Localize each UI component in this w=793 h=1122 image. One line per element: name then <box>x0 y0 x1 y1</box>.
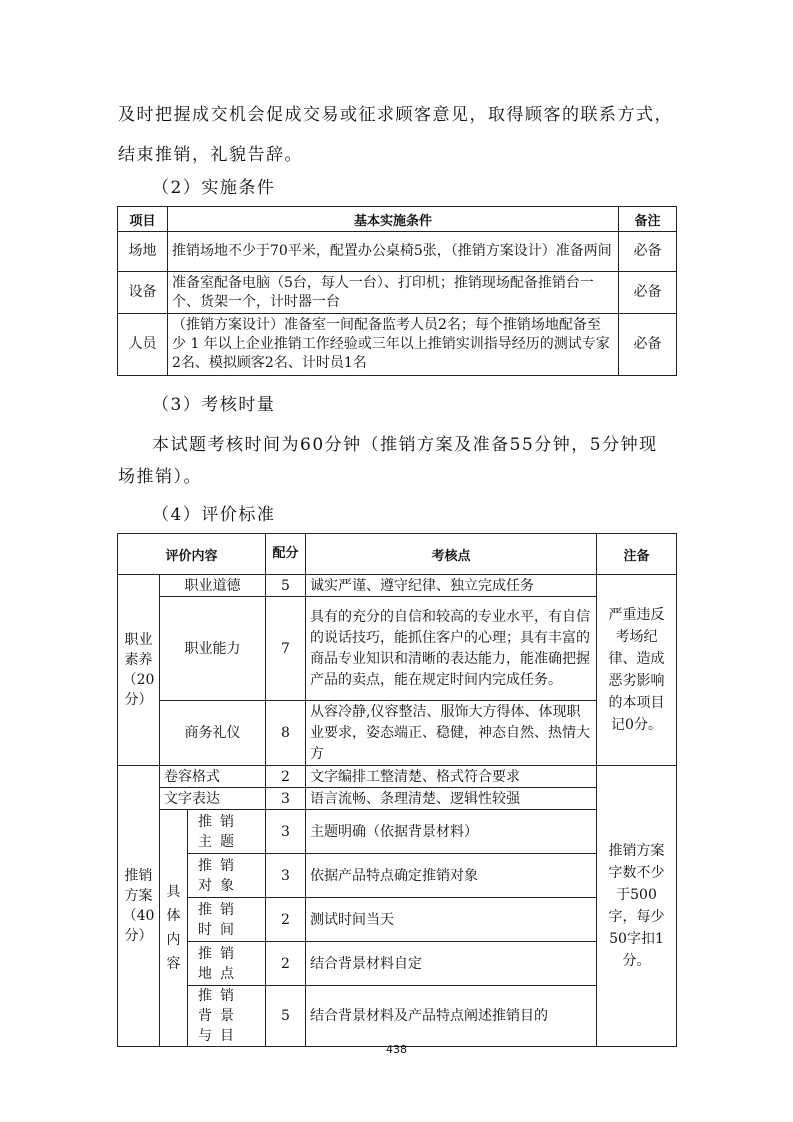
intro-line-2: 结束推销，礼貌告辞。 <box>118 145 303 165</box>
item-personnel: 人员 <box>118 314 168 376</box>
row-points: 结合背景材料及产品特点阐述推销目的 <box>306 986 597 1047</box>
row-points: 语言流畅、条理清楚、逻辑性较强 <box>306 788 597 810</box>
row-score: 3 <box>266 788 306 810</box>
cond-personnel: （推销方案设计）准备室一间配备监考人员2名；每个推销场地配备至少 1 年以上企业推销工作经验或三年以上推销实训指导经历的测试专家2名、模拟顾客2名、计时员1名 <box>168 314 619 376</box>
row-score: 2 <box>266 766 306 788</box>
header-points: 考核点 <box>306 534 597 575</box>
row-name: 推销对象 <box>188 854 266 898</box>
cond-equipment: 准备室配备电脑（5台，每人一台）、打印机；推销现场配备推销台一个、货架一个，计时器一台 <box>168 272 619 314</box>
row-points: 具有的充分的自信和较高的专业水平，有自信的说话技巧，能抓住客户的心理；具有丰富的商品专业知识和清晰的表达能力，能准确把握产品的卖点，能在规定时间内完成任务。 <box>306 597 597 701</box>
row-name: 推销地点 <box>188 942 266 986</box>
row-points: 测试时间当天 <box>306 898 597 942</box>
row-score: 5 <box>266 986 306 1047</box>
row-score: 3 <box>266 810 306 854</box>
row-points: 从容冷静,仪容整洁、服饰大方得体、体现职业要求，姿态端正、稳健，神态自然、热情大方 <box>306 701 597 766</box>
row-score: 8 <box>266 701 306 766</box>
row-score: 7 <box>266 597 306 701</box>
row-name: 商务礼仪 <box>160 701 266 766</box>
header-note: 注备 <box>597 534 677 575</box>
evaluation-table <box>117 533 677 1047</box>
row-name: 卷容格式 <box>160 766 266 788</box>
heading-exam-time: （3）考核时量 <box>152 395 276 415</box>
row-name: 推销时间 <box>188 898 266 942</box>
row-points: 结合背景材料自定 <box>306 942 597 986</box>
page-number: 438 <box>386 1043 407 1056</box>
cond-venue: 推销场地不少于70平米，配置办公桌椅5张，（推销方案设计）准备两间 <box>168 232 619 272</box>
header-content: 评价内容 <box>118 534 266 575</box>
time-line-2: 场推销）。 <box>118 467 202 487</box>
conditions-table <box>117 206 677 376</box>
heading-implementation-conditions: （2）实施条件 <box>152 178 276 198</box>
header-conditions: 基本实施条件 <box>168 207 619 232</box>
row-score: 5 <box>266 575 306 597</box>
group-professional-label: 职业素养（20分） <box>118 575 160 766</box>
item-venue: 场地 <box>118 232 168 272</box>
row-score: 2 <box>266 898 306 942</box>
item-equipment: 设备 <box>118 272 168 314</box>
row-score: 3 <box>266 854 306 898</box>
row-name: 推销背景与目 <box>188 986 266 1047</box>
group-professional-note: 严重违反考场纪律、造成恶劣影响的本项目记0分。 <box>597 575 677 766</box>
row-points: 文字编排工整清楚、格式符合要求 <box>306 766 597 788</box>
row-name: 职业道德 <box>160 575 266 597</box>
note-equipment: 必备 <box>619 272 677 314</box>
header-note: 备注 <box>619 207 677 232</box>
row-name: 文字表达 <box>160 788 266 810</box>
row-points: 主题明确（依据背景材料） <box>306 810 597 854</box>
header-score: 配分 <box>266 534 306 575</box>
row-score: 2 <box>266 942 306 986</box>
note-venue: 必备 <box>619 232 677 272</box>
heading-evaluation-standard: （4）评价标准 <box>152 505 276 525</box>
header-item: 项目 <box>118 207 168 232</box>
row-points: 诚实严谨、遵守纪律、独立完成任务 <box>306 575 597 597</box>
row-points: 依据产品特点确定推销对象 <box>306 854 597 898</box>
intro-line-1: 及时把握成交机会促成交易或征求顾客意见，取得顾客的联系方式， <box>118 105 673 125</box>
row-name: 职业能力 <box>160 597 266 701</box>
note-personnel: 必备 <box>619 314 677 376</box>
group-plan-note: 推销方案字数不少于500字，每少50字扣1分。 <box>597 766 677 1047</box>
time-line-1: 本试题考核时间为60分钟（推销方案及准备55分钟，5分钟现 <box>152 435 658 455</box>
sub-group-label: 具体内容 <box>160 810 188 1047</box>
group-plan-label: 推销方案（40分） <box>118 766 160 1047</box>
row-name: 推销主题 <box>188 810 266 854</box>
